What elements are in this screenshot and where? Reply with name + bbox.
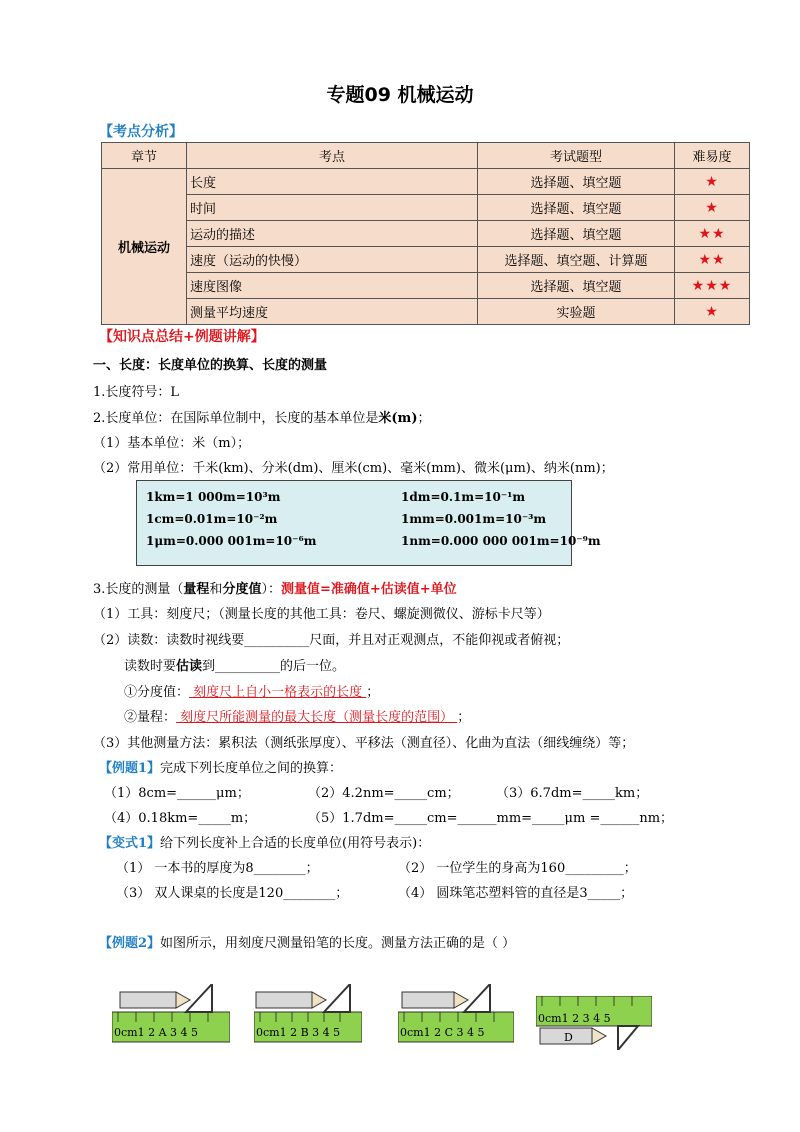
text: ①分度值： xyxy=(124,685,190,700)
example2-line xyxy=(99,932,515,951)
example2-label: 【例题2】 xyxy=(99,936,161,951)
estimate-line xyxy=(124,655,345,674)
example2-text: 如图所示，用刻度尺测量铅笔的长度。测量方法正确的是（ ） xyxy=(160,936,516,951)
text: 到__________的后一位。 xyxy=(202,659,346,674)
ex1-item-1: （1）8cm=______μm； xyxy=(104,786,250,801)
heading-length: 一、长度：长度单位的换算、长度的测量 xyxy=(93,358,328,373)
measurement-line xyxy=(93,578,457,597)
text: ； xyxy=(457,710,471,725)
var1-item-2: （2） 一位学生的身高为160_________； xyxy=(398,861,637,876)
text: 3.长度的测量（ xyxy=(93,582,184,597)
variant1-label: 【变式1】 xyxy=(99,836,161,851)
text: ②量程： xyxy=(124,710,177,725)
table-row xyxy=(102,273,750,299)
type-cell: 选择题、填空题 xyxy=(478,273,675,299)
text: ； xyxy=(366,685,380,700)
emphasis-range: 量程 xyxy=(183,582,210,597)
length-symbol: 1.长度符号：L xyxy=(93,385,180,400)
pencil-body xyxy=(120,992,176,1008)
triangle-square xyxy=(464,984,490,1012)
ruler-labels: 0cm1 2 C 3 4 5 xyxy=(400,1026,485,1039)
table-row xyxy=(102,299,750,325)
range-definition: 刻度尺所能测量的最大长度（测量长度的范围） xyxy=(176,710,458,725)
pencil-tip xyxy=(592,1028,606,1044)
type-cell: 实验题 xyxy=(478,299,675,325)
point-cell: 长度 xyxy=(187,169,478,195)
difficulty-stars: ★★ xyxy=(675,221,750,247)
header-chapter: 章节 xyxy=(102,143,187,169)
triangle-square xyxy=(324,984,350,1012)
variant1-line xyxy=(99,832,430,851)
unit-km: 1km=1 000m=10³m xyxy=(146,490,281,504)
example1-line xyxy=(99,757,342,776)
label-b: B xyxy=(300,1026,309,1039)
point-cell: 速度（运动的快慢） xyxy=(187,247,478,273)
triangle-square xyxy=(618,1026,638,1050)
section-analysis-heading: 【考点分析】 xyxy=(99,124,183,140)
text: 和 xyxy=(209,582,223,597)
division-value-line xyxy=(124,681,379,700)
unit-cm: 1cm=0.01m=10⁻²m xyxy=(146,512,278,526)
type-cell: 选择题、填空题 xyxy=(478,195,675,221)
length-unit-line xyxy=(93,407,430,426)
ruler-labels: 0cm1 2 3 4 5 xyxy=(538,1012,611,1025)
difficulty-stars: ★ xyxy=(675,169,750,195)
example1-text: 完成下列长度单位之间的换算： xyxy=(160,761,343,776)
figure-d-ruler xyxy=(536,996,652,1050)
text: 2.长度单位：在国际单位制中，长度的基本单位是 xyxy=(93,411,379,426)
var1-item-3: （3） 双人课桌的长度是120________； xyxy=(116,886,349,901)
chapter-cell: 机械运动 xyxy=(102,169,187,325)
tool-line: （1）工具：刻度尺；（测量长度的其他工具：卷尺、螺旋测微仪、游标卡尺等） xyxy=(93,607,550,622)
type-cell: 选择题、填空题、计算题 xyxy=(478,247,675,273)
table-row xyxy=(102,195,750,221)
ruler-labels: 0cm1 2 A 3 4 5 xyxy=(114,1026,199,1039)
emphasis-division: 分度值 xyxy=(222,582,262,597)
ex1-item-4: （4）0.18km=_____m； xyxy=(104,811,257,826)
text: ）： xyxy=(261,582,281,597)
ex1-item-5: （5）1.7dm=_____cm=______mm=_____μm =______nm； xyxy=(308,811,674,826)
type-cell: 选择题、填空题 xyxy=(478,221,675,247)
pencil-tip xyxy=(454,992,468,1008)
figure-c-ruler xyxy=(398,984,514,1046)
ex1-item-2: （2）4.2nm=_____cm； xyxy=(308,786,460,801)
variant1-text: 给下列长度补上合适的长度单位(用符号表示)： xyxy=(160,836,431,851)
header-difficulty: 难易度 xyxy=(675,143,750,169)
section-summary-heading: 【知识点总结+例题讲解】 xyxy=(99,329,265,345)
unit-nm: 1nm=0.000 000 001m=10⁻⁹m xyxy=(401,534,601,548)
var1-item-1: （1） 一本书的厚度为8________； xyxy=(116,861,319,876)
text: 读数时要 xyxy=(124,659,177,674)
other-methods-line: （3）其他测量方法：累积法（测纸张厚度）、平移法（测直径）、化曲为直法（细线缠绕）等； xyxy=(93,736,635,751)
header-point: 考点 xyxy=(187,143,478,169)
example1-label: 【例题1】 xyxy=(99,761,161,776)
range-line xyxy=(124,706,470,725)
triangle-square xyxy=(186,984,212,1012)
figure-b-ruler xyxy=(254,984,362,1046)
text: ； xyxy=(417,411,431,426)
label-c: C xyxy=(444,1026,454,1039)
pencil-tip xyxy=(176,992,190,1008)
emphasis-estimate: 估读 xyxy=(176,659,203,674)
table-row xyxy=(102,247,750,273)
common-units-line: （2）常用单位：千米(km)、分米(dm)、厘米(cm)、毫米(mm)、微米(μm)、纳米(nm)； xyxy=(93,461,614,476)
pencil-body xyxy=(402,992,454,1008)
figure-a-ruler xyxy=(112,984,230,1046)
point-cell: 运动的描述 xyxy=(187,221,478,247)
label-a: A xyxy=(158,1026,167,1039)
header-type: 考试题型 xyxy=(478,143,675,169)
ruler-labels: 0cm1 2 B 3 4 5 xyxy=(256,1026,341,1039)
unit-um: 1μm=0.000 001m=10⁻⁶m xyxy=(146,534,317,548)
reading-line: （2）读数：读数时视线要__________尺面，并且对正观测点，不能仰视或者俯视； xyxy=(93,633,570,648)
pencil-body xyxy=(256,992,312,1008)
difficulty-stars: ★ xyxy=(675,299,750,325)
difficulty-stars: ★★★ xyxy=(675,273,750,299)
type-cell: 选择题、填空题 xyxy=(478,169,675,195)
table-row xyxy=(102,221,750,247)
unit-dm: 1dm=0.1m=10⁻¹m xyxy=(401,490,526,504)
table-header-row xyxy=(102,143,750,169)
base-unit-line: （1）基本单位：米（m）； xyxy=(93,436,251,451)
division-definition: 刻度尺上自小一格表示的长度 xyxy=(189,685,367,700)
ex1-item-3: （3）6.7dm=_____km； xyxy=(496,786,649,801)
difficulty-stars: ★ xyxy=(675,195,750,221)
measured-value-formula: 测量值=准确值+估读值+单位 xyxy=(280,582,457,597)
label-d: D xyxy=(564,1031,573,1044)
pencil-tip xyxy=(312,992,326,1008)
unit-conversion-box xyxy=(136,480,601,566)
page-title: 专题09 机械运动 xyxy=(326,84,474,106)
table-row xyxy=(102,169,750,195)
point-cell: 时间 xyxy=(187,195,478,221)
var1-item-4: （4） 圆珠笔芯塑料管的直径是3_____； xyxy=(398,886,634,901)
emphasis-meter: 米(m) xyxy=(378,411,418,426)
exam-points-table xyxy=(101,142,750,325)
point-cell: 测量平均速度 xyxy=(187,299,478,325)
unit-mm: 1mm=0.001m=10⁻³m xyxy=(401,512,547,526)
point-cell: 速度图像 xyxy=(187,273,478,299)
difficulty-stars: ★★ xyxy=(675,247,750,273)
